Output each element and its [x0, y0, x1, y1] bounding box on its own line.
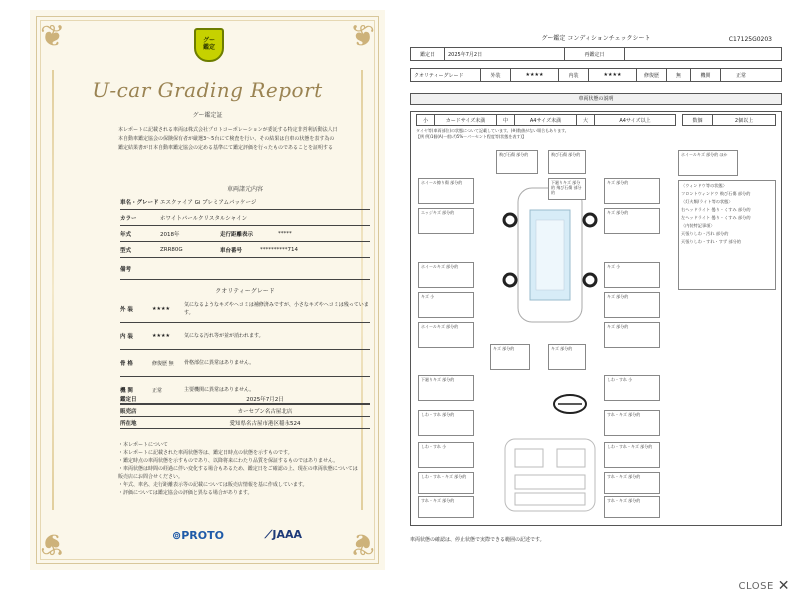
jaaa-logo [265, 528, 302, 542]
year-value: 2018年 [160, 231, 180, 238]
grading-certificate [30, 10, 385, 570]
type-row [120, 242, 370, 258]
wheel-icon [584, 214, 596, 226]
engine-value: 正常 [735, 72, 746, 79]
grade-label: クオリティーグレード [411, 69, 481, 81]
damage-box: キズ 小 [418, 292, 474, 318]
damage-box: 飛び石傷 部分的 [548, 150, 586, 174]
interior-stars: ★★★★ [152, 333, 170, 339]
damage-box: すれ・キズ 部分的 [604, 496, 660, 518]
engine-description: 主要機関に異常はありません。 [184, 387, 255, 393]
mileage-label: 走行距離表示 [220, 231, 254, 238]
note-item: ・車両状態は時間の経過に伴い変化する場合もあるため、鑑定日をご確認の上、現在の車両状態については販売店にお問合せください。 [118, 466, 358, 480]
damage-box: キズ 小 [604, 262, 660, 288]
year-label: 年式 [120, 231, 132, 238]
interior-stars: ★★★★ [589, 69, 637, 81]
interior-label: 内装 [559, 69, 589, 81]
damage-box: しわ・すれ 部分的 [418, 410, 474, 436]
damage-box: しわ・すれ 小 [604, 375, 660, 401]
damage-box: 下廻りキズ 部分的 [418, 375, 474, 401]
quality-section-heading: クオリティーグレード [215, 288, 275, 295]
notes-title: ・本レポートについて [118, 442, 168, 448]
count-value: 2個以上 [734, 117, 754, 124]
wheel-icon [504, 274, 516, 286]
engine-label: 機関 [691, 69, 721, 81]
damage-box: すれ・キズ 部分的 [418, 496, 474, 518]
proto-logo [172, 529, 224, 542]
exterior-description: 気になるようなキズやヘコミは補修済みですが、小さなキズやヘコミは残っています。 [184, 302, 369, 316]
mileage-value: ***** [278, 230, 292, 237]
vin-label: 車台番号 [220, 247, 243, 254]
close-button[interactable] [739, 578, 790, 594]
type-label: 型式 [120, 247, 132, 254]
size-small-label: 小 [417, 115, 435, 125]
exterior-label: 外 装 [120, 307, 133, 313]
interior-description: 気になる汚れ等が並が消われます。 [184, 333, 264, 339]
grade-row [410, 68, 782, 82]
appraisal-date-label: 鑑定日 [120, 397, 137, 403]
appraisal-date-row [120, 394, 370, 405]
side-note: フロントウィンドウ 飛び石傷 部分的 [681, 191, 751, 196]
logo-text: グー [202, 37, 215, 45]
exterior-label: 外装 [481, 69, 511, 81]
logo-text: 鑑定 [202, 44, 215, 51]
remarks-label: 備考 [120, 266, 132, 273]
tire-note: タイヤ等(車両部位)の状態について記載しています。(※)数値がない場合もあります。 [416, 128, 569, 133]
address-row [120, 418, 370, 429]
side-note: 天張りしわ・すれ・すず 部分的 [681, 239, 741, 244]
corner-ornament-icon: ❦ [349, 19, 375, 54]
frame-label: 修復歴 [637, 69, 667, 81]
steering-wheel-icon [550, 392, 590, 416]
side-note: 〈灯火類/ライト等の状態〉 [681, 199, 733, 204]
address-value: 愛知県名古屋市港区稲永524 [229, 421, 301, 427]
sheet-footnote: 車両状態の確認は、停止状態で実際できる範囲の記述です。 [410, 537, 545, 543]
interior-label: 内 装 [120, 334, 133, 340]
corner-ornament-icon: ❦ [349, 526, 375, 561]
damage-box: キズ 部分的 [548, 344, 586, 370]
color-value: ホワイトパールクリスタルシャイン [160, 215, 248, 222]
damage-box: 下廻りキズ 部分的 飛び石傷 部分的 [548, 178, 586, 200]
wheel-icon [504, 214, 516, 226]
exterior-stars: ★★★★ [511, 69, 559, 81]
special-notes-panel [678, 180, 776, 290]
side-note: 〈内装特記事項〉 [681, 223, 715, 228]
size-mid-label: 中 [497, 115, 515, 125]
exterior-grade-row [120, 296, 370, 323]
damage-box: ホイール擦り傷 部分的 [418, 178, 474, 204]
frame-description: 骨格部位に異常はありません。 [184, 360, 255, 366]
size-legend [416, 114, 676, 126]
damage-box: キズ 部分的 [604, 322, 660, 348]
side-note: 〈ウィンドウ等の状態〉 [681, 183, 727, 188]
reappraisal-label: 再鑑定日 [565, 48, 625, 60]
date-label: 鑑定日 [411, 48, 445, 60]
damage-box: ホイールキズ 部分的 [418, 262, 474, 288]
frame-label: 骨 格 [120, 361, 133, 367]
side-note: 右ヘッドライト 曇り・くすみ 部分的 [681, 207, 751, 212]
corner-ornament-icon: ❦ [40, 526, 66, 561]
certificate-subtitle: グー鑑定証 [192, 112, 223, 119]
proto-text: PROTO [181, 528, 224, 542]
close-label: CLOSE [738, 580, 774, 592]
date-value: 2025年7月2日 [445, 48, 565, 60]
dealer-label: 販売店 [120, 409, 137, 415]
color-row [120, 210, 370, 226]
size-large-label: 大 [577, 115, 595, 125]
size-a4more-label: A4サイズ以上 [619, 117, 651, 124]
report-notes [118, 441, 358, 497]
count-legend [682, 114, 776, 126]
damage-box: キズ 部分的 [604, 292, 660, 318]
car-top-view-diagram [490, 180, 610, 330]
damage-box: キズ 部分的 [604, 178, 660, 204]
damage-box: キズ 部分的 [490, 344, 530, 370]
left-vine-ornament [52, 70, 54, 510]
appraisal-date-value: 2025年7月2日 [246, 397, 284, 403]
model-label: 車名・グレード [120, 199, 159, 206]
proto-mark-icon: ⊚ [172, 528, 182, 542]
year-row [120, 226, 370, 242]
interior-grade-row [120, 323, 370, 350]
damage-box: すれ・キズ 部分的 [604, 410, 660, 436]
note-item: ・本レポートに記載された車両状態等は、鑑定日時点の状態を示すものです。 [118, 450, 293, 456]
color-label: カラー [120, 215, 137, 222]
sheet-title: グー鑑定 コンディションチェックシート [541, 35, 651, 42]
vehicle-section-heading: 車両諸元内容 [226, 186, 263, 193]
condition-check-sheet [410, 30, 782, 542]
jaaa-text: JAAA [272, 528, 302, 541]
note-item: ・評価については鑑定協会の評価と異なる場合があります。 [118, 490, 253, 496]
damage-box: しわ・すれ・キズ 部分的 [418, 472, 474, 494]
certificate-title: U-car Grading Report [92, 78, 323, 102]
interior-layout-diagram [495, 435, 605, 515]
damage-box: キズ 部分的 [604, 208, 660, 234]
certificate-intro: 本レポートに記載される車両は株式会社プロトコーポレーションが委託する特定非営利活動法人日本自動車鑑定協会の保険保有者が厳選3～5台にて検査を行い、その結果は自車の状態を表す為の鑑定結果書が日本自動車鑑定協会の定める基準にて鑑定評価を行ったものであることを証明する [118, 127, 338, 151]
dealer-value: カーセブン名古屋北店 [237, 409, 293, 415]
damage-box: しわ・すれ 小 [418, 442, 474, 468]
damage-box: エッジキズ 部分的 [418, 208, 474, 234]
model-value: エスクァイア Gi プレミアムパッケージ [160, 199, 257, 206]
size-a4less-label: A4サイズ未満 [515, 115, 577, 125]
side-note: 天張りしわ・汚れ 部分的 [681, 231, 729, 236]
jaaa-mark-icon: ⟋ [264, 528, 273, 541]
example-note: 【例 例)1個(A)ー般ﾚｸ)5%ーパーセント程度等(状態を表す)】 [416, 134, 526, 139]
frame-value: 修復歴 無 [152, 360, 174, 367]
close-icon: ✕ [777, 578, 790, 594]
size-card-label: カードサイズ未満 [435, 115, 497, 125]
engine-label: 機 関 [120, 388, 133, 394]
goo-appraisal-logo [194, 28, 224, 64]
frame-grade-row [120, 350, 370, 377]
legend-title: 車両状態の説明 [410, 93, 782, 105]
remarks-row [120, 258, 370, 280]
address-label: 所在地 [120, 421, 137, 427]
note-item: ・年式、車名、走行距離表示等の記載については販売店情報を基に作成しています。 [118, 482, 308, 488]
frame-value: 無 [667, 69, 691, 81]
count-label: 数個 [683, 115, 713, 125]
type-value: ZRR80G [160, 246, 183, 253]
date-row [410, 47, 782, 61]
damage-box: 飛び石傷 部分的 [496, 150, 538, 174]
vin-value: **********714 [260, 246, 298, 253]
damage-box: すれ・キズ 部分的 [604, 472, 660, 494]
damage-box: ホイールキズ 部分的 ほか [678, 150, 738, 176]
note-item: ・鑑定時点の車両状態を示すものであり、以降将来にわたり品質を保証するものではありません。 [118, 458, 339, 464]
damage-box: ホイールキズ 部分的 [418, 322, 474, 348]
side-note: 左ヘッドライト 曇り・くすみ 部分的 [681, 215, 751, 220]
wheel-icon [584, 274, 596, 286]
damage-box: しわ・すれ・キズ 部分的 [604, 442, 660, 468]
engine-value: 正常 [152, 387, 163, 394]
sheet-id: C17125G0203 [728, 36, 772, 43]
exterior-stars: ★★★★ [152, 306, 170, 312]
brand-logos [172, 528, 302, 542]
corner-ornament-icon: ❦ [40, 19, 66, 54]
model-row [120, 194, 370, 210]
dealer-row [120, 406, 370, 417]
